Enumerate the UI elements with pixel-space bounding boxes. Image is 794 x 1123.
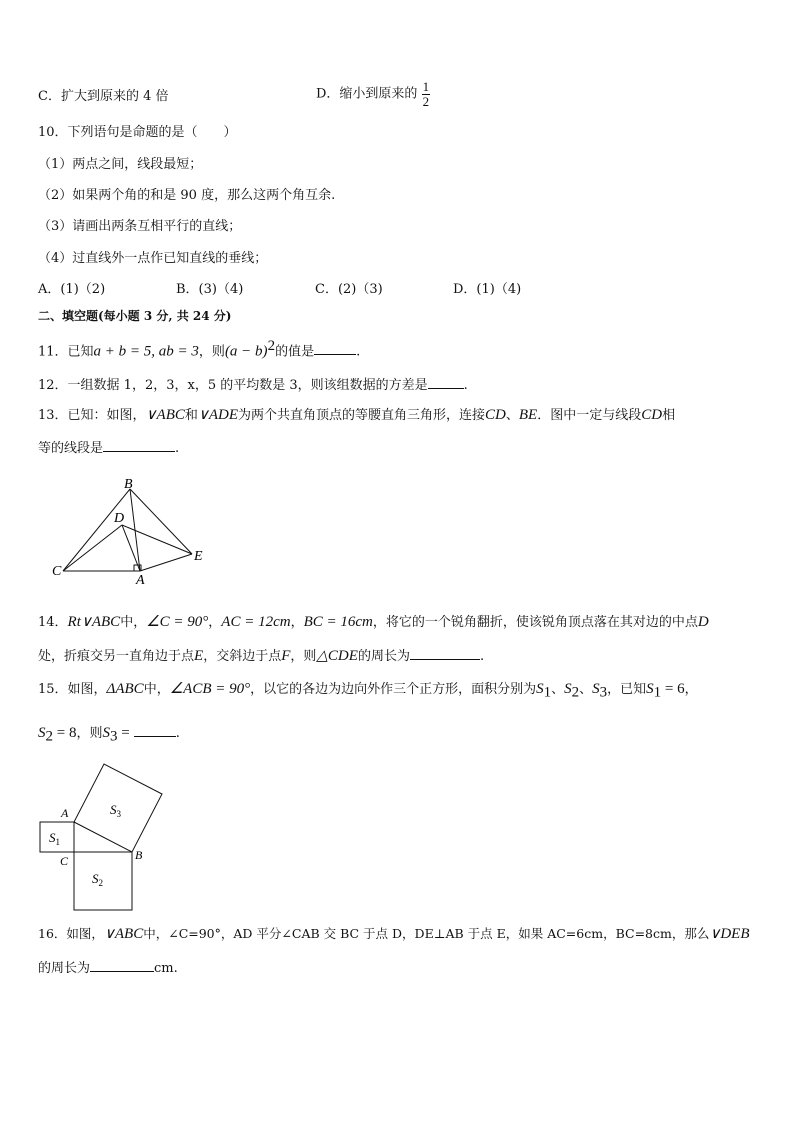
q10-option-a: A．(1)（2)	[38, 282, 106, 297]
answer-blank[interactable]	[134, 722, 176, 737]
q14-point-e: E	[194, 648, 204, 664]
label-c: C	[60, 854, 69, 868]
q13-p5: ．图中一定与线段	[537, 408, 642, 423]
segment-bc	[63, 489, 130, 571]
label-s3	[110, 802, 122, 819]
label-s1	[49, 830, 60, 847]
answer-blank[interactable]	[90, 957, 154, 972]
segment-be	[130, 489, 192, 554]
label-c: C	[52, 564, 62, 579]
q14-p4: ，	[290, 615, 304, 630]
segment-de	[122, 525, 192, 554]
q16-triangle-abc: ∨ABC	[103, 926, 144, 942]
q15-line-1	[38, 680, 698, 702]
q10-item-2: （2）如果两个角的和是 90 度，那么这两个角互余.	[38, 188, 336, 203]
q10-option-d: D．(1)（4)	[453, 282, 522, 297]
q14-p1: 14．	[38, 615, 68, 630]
q15-k3-sub: 3	[109, 728, 118, 745]
q14-triangle-cde: △CDE	[316, 648, 358, 664]
q15-line-2	[38, 722, 180, 746]
q13-end: .	[175, 441, 180, 456]
label-d: D	[114, 511, 125, 526]
q15-s2-sub: 2	[571, 684, 580, 701]
q14-p2: 中，	[120, 615, 147, 630]
q11-exponent: 2	[267, 338, 276, 354]
fraction-denominator: 2	[422, 94, 430, 109]
label-s2-letter: S	[92, 871, 99, 886]
label-s3-sub: 3	[116, 809, 121, 819]
q15-k3-val: =	[117, 725, 130, 741]
q15-p5: ，	[684, 682, 698, 697]
section-title: 二、填空题(每小题 3 分, 共 24 分)	[38, 309, 232, 323]
label-b: B	[124, 478, 133, 492]
q15-p3: ，以它的各边为边向外作三个正方形，面积分别为	[250, 682, 537, 697]
q12-end: .	[463, 378, 468, 393]
q9-option-c: C．扩大到原来的 4 倍	[38, 89, 169, 104]
segment-cd	[63, 525, 122, 571]
q9-option-d-text: D．缩小到原来的	[316, 86, 418, 102]
q13-line-2	[38, 437, 179, 458]
q16-line-1	[38, 925, 750, 943]
q9-option-d	[316, 80, 430, 109]
q14-end: .	[479, 649, 485, 664]
q16-p2: 中，∠C=90°，AD 平分∠CAB 交 BC 于点 D，DE⊥AB 于点 E，如果 AC=6cm，BC=8cm，那么	[143, 926, 710, 941]
q15-k1-val: = 6	[661, 681, 685, 697]
q10-item-3: （3）请画出两条互相平行的直线；	[38, 219, 242, 234]
q15-k1-sub: 1	[653, 684, 662, 701]
q13-segment-be: BE	[518, 407, 538, 423]
q15-figure	[34, 756, 174, 916]
q14-line-2	[38, 645, 484, 666]
q15-k2-sub: 2	[45, 728, 53, 745]
q16-line-2	[38, 957, 178, 978]
q13-p1: 13．已知：如图，	[38, 408, 146, 423]
q15-sep1: 、	[551, 682, 565, 697]
q13-p6: 相	[662, 408, 676, 423]
q15-k2-val: = 8	[53, 725, 77, 741]
fraction-one-half	[422, 80, 431, 109]
segment-ae	[140, 554, 192, 571]
q16-unit: cm.	[154, 961, 178, 976]
square-s3	[74, 764, 162, 852]
answer-blank[interactable]	[103, 437, 175, 452]
q15-s1-sub: 1	[543, 684, 552, 701]
q13-line-1	[38, 406, 675, 425]
q11	[38, 337, 360, 361]
q14-p5: ，将它的一个锐角翻折，使该锐角顶点落在其对边的中点	[372, 615, 698, 630]
label-s3-letter: S	[110, 802, 117, 817]
q15-s2: S	[564, 681, 572, 697]
q16-line2-text: 的周长为	[38, 961, 91, 976]
q13-segment-cd: CD	[485, 407, 506, 423]
q16-p1: 16．如图，	[38, 926, 104, 941]
q15-p6: ，则	[76, 726, 103, 741]
q15-k2: S	[38, 725, 46, 741]
q14-bc: BC = 16cm	[303, 614, 373, 630]
q11-prefix: 11．已知	[38, 344, 94, 360]
fraction-numerator: 1	[422, 79, 430, 94]
q10-stem: 10．下列语句是命题的是（ ）	[38, 125, 237, 140]
q13-p2: 和	[184, 408, 198, 423]
q14-ac: AC = 12cm	[221, 614, 291, 630]
q14-point-f: F	[281, 648, 291, 664]
q13-figure	[46, 478, 216, 588]
q14-line-1	[38, 613, 709, 632]
q11-condition: a + b = 5, ab = 3	[93, 343, 199, 360]
q15-p1: 15．如图，	[38, 682, 107, 697]
label-s2	[92, 871, 103, 888]
q13-line2-text: 等的线段是	[38, 441, 104, 456]
q12-text: 12．一组数据 1，2，3，x，5 的平均数是 3，则该组数据的方差是	[38, 378, 428, 393]
q14-l2a: 处，折痕交另一直角边于点	[38, 649, 195, 664]
label-e: E	[194, 549, 203, 564]
q14-l2c: ，则	[290, 649, 317, 664]
q13-p4: 、	[505, 408, 519, 423]
label-s1-letter: S	[49, 830, 56, 845]
q11-expression: (a − b)	[224, 343, 268, 360]
q14-l2b: ，交斜边于点	[203, 649, 282, 664]
label-s1-sub: 1	[55, 837, 60, 847]
q14-angle-c: ∠C = 90°	[146, 614, 209, 630]
answer-blank[interactable]	[428, 374, 464, 389]
q10-item-1: （1）两点之间，线段最短；	[38, 157, 203, 172]
q14-p3: ，	[208, 615, 222, 630]
q13-triangle-abc: ∨ABC	[145, 407, 185, 423]
q10-option-b: B．(3)（4)	[176, 282, 244, 297]
q15-sep2: 、	[579, 682, 593, 697]
q14-l2d: 的周长为	[357, 649, 410, 664]
q13-triangle-ade: ∨ADE	[197, 407, 239, 423]
q15-s3: S	[592, 681, 600, 697]
q13-p3: 为两个共直角顶点的等腰直角三角形，连接	[238, 408, 486, 423]
label-b: B	[135, 848, 143, 862]
answer-blank[interactable]	[410, 645, 480, 660]
q15-k1: S	[646, 681, 654, 697]
q15-k3: S	[102, 725, 110, 741]
square-s2	[74, 852, 132, 910]
q10-option-c: C．(2)（3)	[315, 282, 383, 297]
label-s2-sub: 2	[98, 878, 103, 888]
q14-point-d: D	[697, 614, 709, 630]
q11-mid: ，则	[198, 344, 225, 360]
q12	[38, 374, 468, 395]
q11-suffix: 的值是	[275, 344, 315, 360]
q14-triangle: Rt∨ABC	[67, 614, 121, 630]
answer-blank[interactable]	[314, 340, 356, 355]
q10-item-4: （4）过直线外一点作已知直线的垂线；	[38, 251, 268, 266]
q15-p2: 中，	[143, 682, 170, 697]
q15-triangle: ΔABC	[106, 681, 144, 697]
q16-triangle-deb: ∨DEB	[709, 926, 750, 942]
q15-angle: ∠ACB = 90°	[169, 681, 251, 697]
label-a: A	[136, 573, 145, 588]
q11-end: .	[356, 344, 361, 360]
q15-end: .	[175, 726, 180, 741]
q15-s3-sub: 3	[599, 684, 608, 701]
label-a: A	[61, 806, 69, 820]
q13-segment-cd-2: CD	[641, 407, 663, 423]
q15-s1: S	[536, 681, 544, 697]
q15-p4: ，已知	[607, 682, 647, 697]
